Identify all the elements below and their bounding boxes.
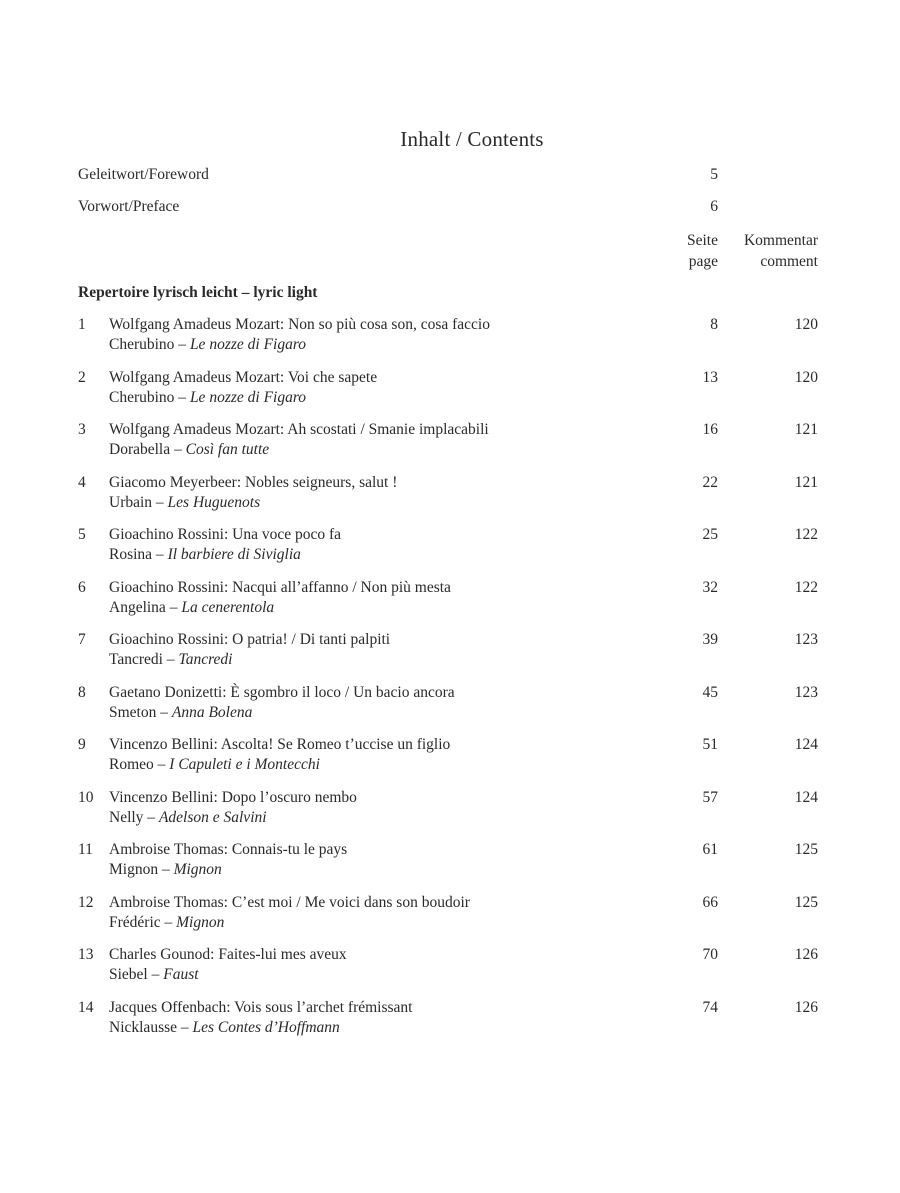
entry-comment-page: 121 xyxy=(794,473,818,491)
entry-role-line xyxy=(109,441,269,459)
entry-number: 5 xyxy=(78,526,86,543)
entry-role-line xyxy=(109,599,274,617)
entry-role: Tancredi – xyxy=(109,651,179,668)
entry-role-line xyxy=(109,809,267,827)
entry-comment-page: 123 xyxy=(794,631,818,648)
entry-title: Gioachino Rossini: O patria! / Di tanti palpiti xyxy=(109,631,391,648)
toc-entry xyxy=(78,789,818,833)
entry-title: Gioachino Rossini: Una voce poco fa xyxy=(109,526,342,543)
entry-comment-page: 120 xyxy=(794,368,818,386)
section-heading: Repertoire lyrisch leicht – lyric light xyxy=(78,284,318,301)
toc-entry xyxy=(78,894,818,938)
entry-page: 13 xyxy=(702,368,718,386)
entry-role: Nicklausse – xyxy=(109,1018,193,1036)
entry-number: 7 xyxy=(78,631,86,648)
front-matter-page: 5 xyxy=(710,166,718,183)
entry-role-line xyxy=(109,1019,340,1037)
page-header-de: Seite xyxy=(687,232,718,249)
toc-entry xyxy=(78,526,818,570)
entry-title: Ambroise Thomas: Connais-tu le pays xyxy=(109,841,348,858)
entry-number: 8 xyxy=(78,683,86,701)
entry-page: 70 xyxy=(702,946,718,963)
entry-page: 51 xyxy=(702,736,718,753)
toc-entry xyxy=(78,736,818,780)
entry-opera: Anna Bolena xyxy=(171,703,253,721)
entry-page: 39 xyxy=(702,631,718,648)
entry-opera: Le nozze di Figaro xyxy=(189,336,307,353)
entry-comment-page: 122 xyxy=(794,578,818,596)
toc-entry xyxy=(78,579,818,623)
entry-number: 3 xyxy=(78,421,86,438)
entry-comment-page: 124 xyxy=(794,736,818,753)
entry-role: Cherubino – xyxy=(109,388,190,406)
entry-role: Romeo – xyxy=(109,756,170,773)
entry-opera: Les Huguenots xyxy=(167,493,261,511)
toc-entry xyxy=(78,684,818,728)
entry-title: Wolfgang Amadeus Mozart: Ah scostati / Smanie implacabili xyxy=(109,421,489,438)
comment-header-en: comment xyxy=(760,253,818,270)
comment-column-header xyxy=(744,230,818,272)
entry-page: 32 xyxy=(702,578,718,596)
entry-title: Vincenzo Bellini: Ascolta! Se Romeo t’uccise un figlio xyxy=(109,736,451,753)
entry-number: 1 xyxy=(78,316,86,333)
entry-number: 9 xyxy=(78,736,86,753)
entry-page: 8 xyxy=(710,316,718,333)
entry-comment-page: 120 xyxy=(794,316,818,333)
front-matter-page: 6 xyxy=(710,198,718,215)
entry-role-line xyxy=(109,651,232,669)
entry-opera: Les Contes d’Hoffmann xyxy=(192,1018,340,1036)
entry-title: Giacomo Meyerbeer: Nobles seigneurs, salut ! xyxy=(109,473,398,491)
entry-role-line xyxy=(109,756,320,774)
entry-page: 74 xyxy=(702,998,718,1016)
toc-entry xyxy=(78,631,818,675)
page-header-en: page xyxy=(688,253,718,270)
toc-entry xyxy=(78,946,818,990)
entry-comment-page: 125 xyxy=(794,893,818,911)
toc-entry xyxy=(78,841,818,885)
entry-role: Urbain – xyxy=(109,493,168,511)
entry-page: 61 xyxy=(702,841,718,858)
entry-comment-page: 122 xyxy=(794,526,818,543)
entry-number: 11 xyxy=(78,841,93,858)
comment-header-de: Kommentar xyxy=(743,232,818,249)
entry-number: 10 xyxy=(78,788,94,806)
entry-opera: Mignon xyxy=(173,861,222,878)
entry-role: Rosina – xyxy=(109,546,168,563)
entry-role: Siebel – xyxy=(109,966,164,983)
entry-role: Smeton – xyxy=(109,703,172,721)
entry-number: 6 xyxy=(78,578,86,596)
entry-role-line xyxy=(109,966,199,984)
entry-number: 14 xyxy=(78,998,94,1016)
entry-comment-page: 125 xyxy=(794,841,818,858)
page-column-header xyxy=(687,230,718,272)
entry-role: Cherubino – xyxy=(109,336,190,353)
entry-title: Jacques Offenbach: Vois sous l’archet frémissant xyxy=(109,998,413,1016)
page-title: Inhalt / Contents xyxy=(400,127,544,151)
entry-title: Wolfgang Amadeus Mozart: Voi che sapete xyxy=(109,368,378,386)
front-matter-item xyxy=(78,166,718,186)
entry-opera: Il barbiere di Siviglia xyxy=(167,546,301,563)
entry-title: Wolfgang Amadeus Mozart: Non so più cosa son, cosa faccio xyxy=(109,316,490,333)
entry-number: 2 xyxy=(78,368,86,386)
entry-comment-page: 126 xyxy=(794,946,818,963)
entry-page: 16 xyxy=(702,421,718,438)
entry-page: 25 xyxy=(702,526,718,543)
front-matter-label: Geleitwort/Foreword xyxy=(78,166,209,183)
front-matter-label: Vorwort/Preface xyxy=(78,198,180,215)
toc-entry xyxy=(78,474,818,518)
entry-title: Ambroise Thomas: C’est moi / Me voici dans son boudoir xyxy=(109,893,470,911)
entry-title: Gioachino Rossini: Nacqui all’affanno / Non più mesta xyxy=(109,578,451,596)
entry-role: Angelina – xyxy=(109,598,182,616)
entry-opera: Le nozze di Figaro xyxy=(189,388,307,406)
toc-entry xyxy=(78,316,818,360)
entry-role-line xyxy=(109,494,260,512)
entry-opera: Tancredi xyxy=(178,651,233,668)
entry-opera: La cenerentola xyxy=(181,598,275,616)
entry-comment-page: 126 xyxy=(794,998,818,1016)
entry-comment-page: 123 xyxy=(794,683,818,701)
toc-entry xyxy=(78,999,818,1043)
entry-page: 45 xyxy=(702,683,718,701)
toc-entry xyxy=(78,421,818,465)
entry-role-line xyxy=(109,336,306,354)
entry-opera: I Capuleti e i Montecchi xyxy=(169,756,320,773)
entry-role-line xyxy=(109,861,222,879)
entry-role-line xyxy=(109,704,252,722)
entry-page: 66 xyxy=(702,893,718,911)
entry-role: Frédéric – xyxy=(109,913,177,931)
entry-role: Nelly – xyxy=(109,808,159,826)
entry-opera: Così fan tutte xyxy=(185,441,270,458)
entry-title: Charles Gounod: Faites-lui mes aveux xyxy=(109,946,347,963)
entry-page: 57 xyxy=(702,788,718,806)
entry-comment-page: 121 xyxy=(794,421,818,438)
entry-role: Mignon – xyxy=(109,861,174,878)
entry-role-line xyxy=(109,914,224,932)
entry-comment-page: 124 xyxy=(794,788,818,806)
toc-entry xyxy=(78,369,818,413)
entry-title: Gaetano Donizetti: È sgombro il loco / Un bacio ancora xyxy=(109,683,455,701)
entry-opera: Adelson e Salvini xyxy=(158,808,267,826)
entry-role-line xyxy=(109,389,306,407)
entry-title: Vincenzo Bellini: Dopo l’oscuro nembo xyxy=(109,788,357,806)
front-matter-item xyxy=(78,198,718,218)
entry-opera: Faust xyxy=(163,966,199,983)
entry-role-line xyxy=(109,546,301,564)
entry-role: Dorabella – xyxy=(109,441,186,458)
entry-opera: Mignon xyxy=(176,913,225,931)
entry-number: 4 xyxy=(78,473,86,491)
entry-number: 13 xyxy=(78,946,94,963)
entry-number: 12 xyxy=(78,893,94,911)
entry-page: 22 xyxy=(702,473,718,491)
